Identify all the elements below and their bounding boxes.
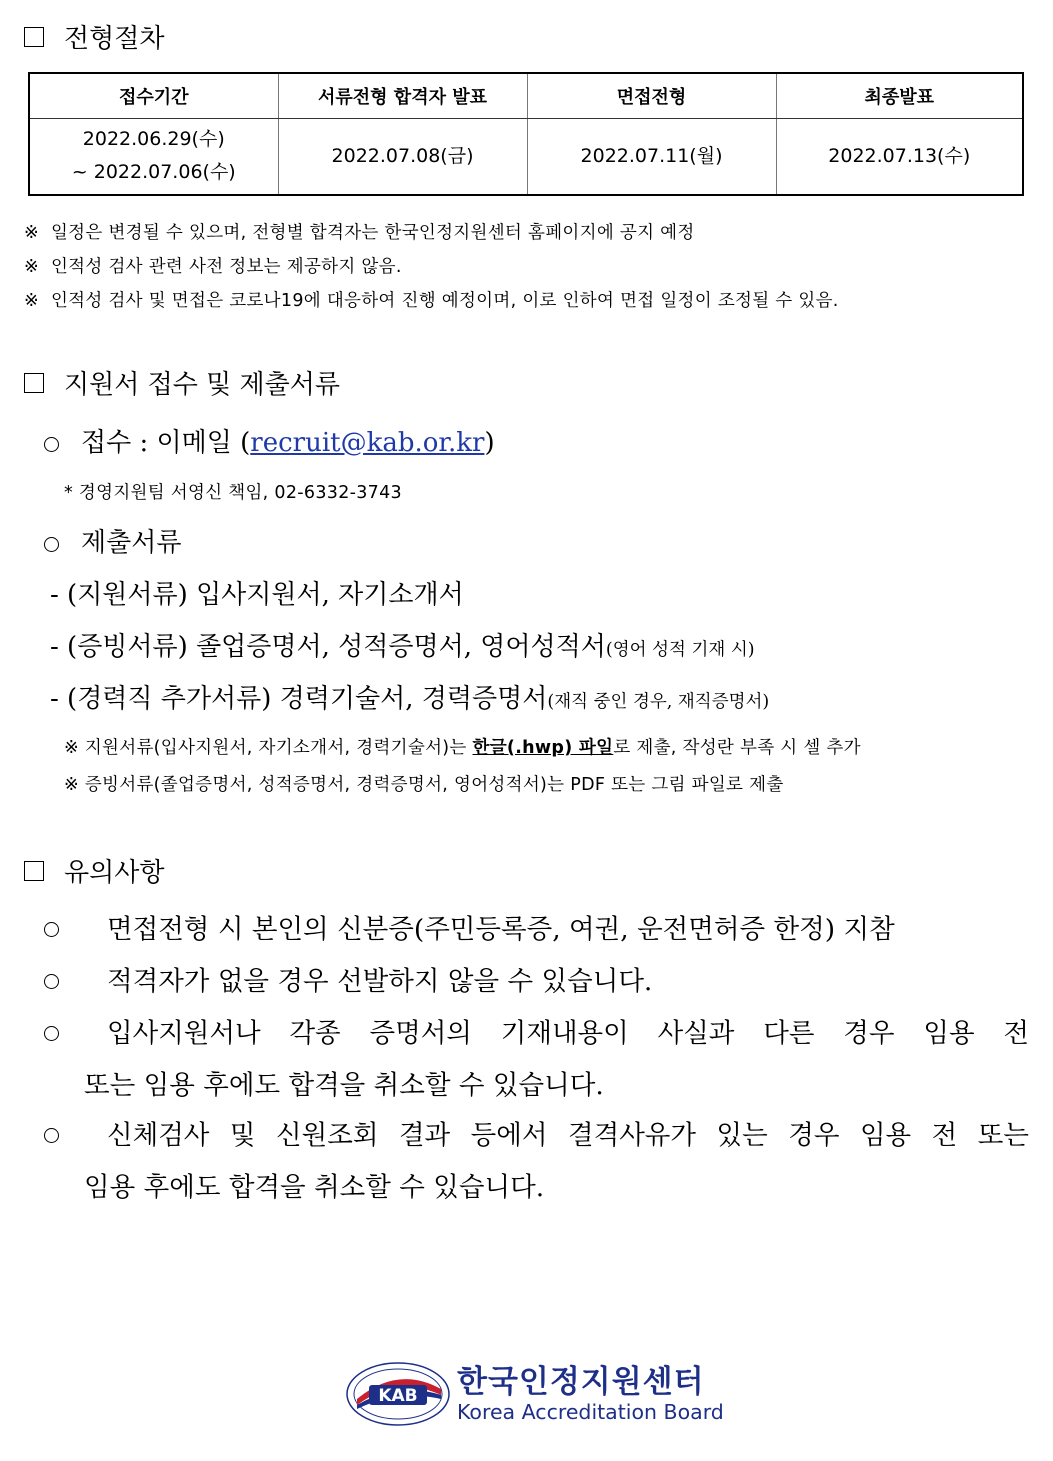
cell-doc-result: 2022.07.08(금) xyxy=(278,118,527,195)
period-start: 2022.06.29(수) xyxy=(82,128,225,151)
circle-bullet-icon xyxy=(44,537,59,552)
section-title-text: 지원서 접수 및 제출서류 xyxy=(64,370,340,400)
period-end: ~ 2022.07.06(수) xyxy=(71,161,236,184)
org-name xyxy=(457,1364,724,1424)
notice-item: 신체검사 및 신원조회 결과 등에서 결격사유가 있는 경우 임용 전 또는 임용 후에도 합격을 취소할 수 있습니다. xyxy=(44,1110,1029,1214)
reference-mark-icon: ※ xyxy=(24,257,39,277)
reference-mark-icon: ※ xyxy=(24,291,39,311)
contact-info: * 경영지원팀 서영신 책임, 02-6332-3743 xyxy=(64,483,402,503)
section-title-text: 전형절차 xyxy=(64,24,165,54)
section-title-text: 유의사항 xyxy=(64,858,165,888)
table-row xyxy=(29,118,1023,195)
section-title-procedure xyxy=(24,18,164,55)
docs-heading: 제출서류 xyxy=(44,522,181,559)
org-name-korean: 한국인정지원센터 xyxy=(457,1364,705,1400)
schedule-table xyxy=(28,72,1024,196)
footer-branding xyxy=(345,1361,724,1427)
receipt-item: 접수 : 이메일 (recruit@kab.or.kr) xyxy=(44,422,495,459)
org-name-english: Korea Accreditation Board xyxy=(457,1400,724,1424)
notice-item: 적격자가 없을 경우 선발하지 않을 수 있습니다. xyxy=(44,956,1029,1008)
header-period: 접수기간 xyxy=(29,73,278,118)
cell-interview: 2022.07.11(월) xyxy=(527,118,776,195)
schedule-note: ※ 인적성 검사 관련 사전 정보는 제공하지 않음. xyxy=(24,257,402,277)
hwp-file-emphasis: 한글(.hwp) 파일 xyxy=(472,738,614,758)
kab-logo-icon xyxy=(345,1361,451,1427)
header-doc-result: 서류전형 합격자 발표 xyxy=(278,73,527,118)
doc-note: ※ 지원서류(입사지원서, 자기소개서, 경력기술서)는 한글(.hwp) 파일로 제출, 작성란 부족 시 셀 추가 xyxy=(64,738,861,758)
circle-bullet-icon xyxy=(44,1128,59,1143)
reference-mark-icon: ※ xyxy=(24,223,39,243)
doc-item: - (지원서류) 입사지원서, 자기소개서 xyxy=(50,580,464,610)
cell-period xyxy=(29,118,278,195)
doc-item: - (증빙서류) 졸업증명서, 성적증명서, 영어성적서(영어 성적 기재 시) xyxy=(50,632,755,662)
checkbox-square-icon xyxy=(24,373,44,393)
schedule-note: ※ 일정은 변경될 수 있으며, 전형별 합격자는 한국인정지원센터 홈페이지에 공지 예정 xyxy=(24,223,695,243)
schedule-note: ※ 인적성 검사 및 면접은 코로나19에 대응하여 진행 예정이며, 이로 인하여 면접 일정이 조정될 수 있음. xyxy=(24,291,839,311)
email-link[interactable]: recruit@kab.or.kr xyxy=(250,428,485,458)
checkbox-square-icon xyxy=(24,27,44,47)
svg-text:KAB: KAB xyxy=(378,1386,418,1406)
doc-item: - (경력직 추가서류) 경력기술서, 경력증명서(재직 중인 경우, 재직증명서) xyxy=(50,684,770,714)
section-title-notice xyxy=(24,852,164,889)
doc-note: ※ 증빙서류(졸업증명서, 성적증명서, 경력증명서, 영어성적서)는 PDF 또는 그림 파일로 제출 xyxy=(64,775,784,795)
cell-final: 2022.07.13(수) xyxy=(776,118,1023,195)
checkbox-square-icon xyxy=(24,861,44,881)
header-final: 최종발표 xyxy=(776,73,1023,118)
notice-item: 입사지원서나 각종 증명서의 기재내용이 사실과 다른 경우 임용 전 또는 임용 후에도 합격을 취소할 수 있습니다. xyxy=(44,1008,1029,1112)
header-interview: 면접전형 xyxy=(527,73,776,118)
circle-bullet-icon xyxy=(44,1026,59,1041)
notice-item: 면접전형 시 본인의 신분증(주민등록증, 여권, 운전면허증 한정) 지참 xyxy=(44,904,1029,956)
table-header-row xyxy=(29,73,1023,118)
circle-bullet-icon xyxy=(44,974,59,989)
circle-bullet-icon xyxy=(44,922,59,937)
section-title-application xyxy=(24,364,340,401)
circle-bullet-icon xyxy=(44,437,59,452)
